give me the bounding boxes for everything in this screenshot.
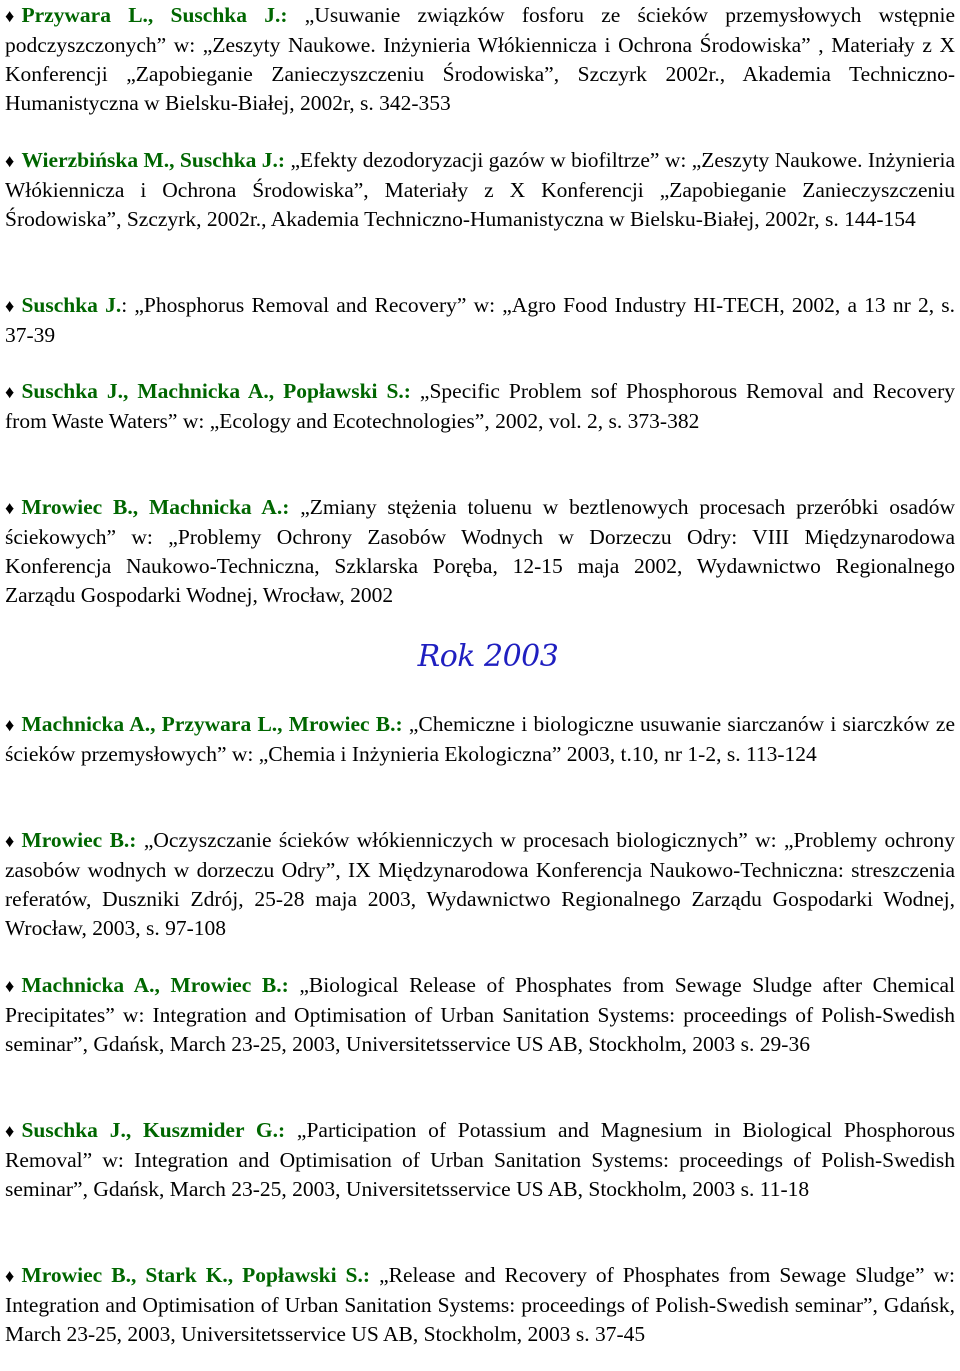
entry-citation: „Biological Release of Phosphates from Sewage Sludge after Chemical Precipitates” w: Integration and Optimisation of Urban Sanitation Systems: proceedings of Polish-Swedish seminar”, Gdańsk, March 23-25, 2003, Universitetsservice US AB, Stockholm, 2003 s. 29-36: [5, 973, 955, 1056]
diamond-bullet-icon: ♦: [5, 976, 15, 996]
bibliography-entry: [5, 493, 955, 610]
entry-authors: Machnicka A., Mrowiec B.:: [21, 973, 289, 997]
bibliography-entry: [5, 826, 955, 943]
entry-authors: Suschka J., Kuszmider G.:: [21, 1118, 286, 1142]
bibliography-entry: [5, 291, 955, 350]
bibliography-entry: [5, 710, 955, 769]
diamond-bullet-icon: ♦: [5, 151, 15, 171]
bibliography-entry: [5, 146, 955, 234]
entry-citation: „Oczyszczanie ścieków włókienniczych w procesach biologicznych” w: „Problemy ochrony zasobów wodnych w dorzeczu Odry”, IX Międzynarodowa Konferencja Naukowo-Techniczna: streszczenia referatów, Duszniki Zdrój, 25-28 maja 2003, Wydawnictwo Regionalnego Zarządu Gospodarki Wodnej, Wrocław, 2003, s. 97-108: [5, 828, 955, 940]
bibliography-entry: [5, 1116, 955, 1204]
bibliography-entry: [5, 1261, 955, 1349]
bibliography-entry: [5, 971, 955, 1059]
diamond-bullet-icon: ♦: [5, 715, 15, 735]
diamond-bullet-icon: ♦: [5, 382, 15, 402]
entry-citation: „Chemiczne i biologiczne usuwanie siarczanów i siarczków ze ścieków przemysłowych” w: „Chemia i Inżynieria Ekologiczna” 2003, t.10, nr 1-2, s. 113-124: [5, 712, 955, 766]
diamond-bullet-icon: ♦: [5, 1266, 15, 1286]
diamond-bullet-icon: ♦: [5, 1121, 15, 1141]
entry-authors: Mrowiec B., Stark K., Popławski S.:: [21, 1263, 371, 1287]
diamond-bullet-icon: ♦: [5, 831, 15, 851]
entry-citation: „Efekty dezodoryzacji gazów w biofiltrze” w: „Zeszyty Naukowe. Inżynieria Włókiennicza i Ochrona Środowiska”, Materiały z X Konferencji „Zapobieganie Zanieczyszczeniu Środowiska”, Szczyrk, 2002r., Akademia Techniczno-Humanistyczna w Bielsku-Białej, 2002r, s. 144-154: [5, 148, 955, 231]
entry-citation: „Zmiany stężenia toluenu w beztlenowych procesach przeróbki osadów ściekowych” w: „Problemy Ochrony Zasobów Wodnych w Dorzeczu Odry: VIII Międzynarodowa Konferencja Naukowo-Techniczna, Szklarska Poręba, 12-15 maja 2002, Wydawnictwo Regionalnego Zarządu Gospodarki Wodnej, Wrocław, 2002: [5, 495, 955, 607]
entry-citation: „Usuwanie związków fosforu ze ścieków przemysłowych wstępnie podczyszczonych” w: „Zeszyty Naukowe. Inżynieria Włókiennicza i Ochrona Środowiska” , Materiały z X Konferencji „Zapobieganie Zanieczyszczeniu Środowiska”, Szczyrk 2002r., Akademia Techniczno-Humanistyczna w Bielsku-Białej, 2002r, s. 342-353: [5, 3, 955, 115]
diamond-bullet-icon: ♦: [5, 498, 15, 518]
entry-authors: Mrowiec B.:: [21, 828, 137, 852]
entry-authors: Suschka J.: [21, 293, 122, 317]
entry-citation: „Specific Problem sof Phosphorous Removal and Recovery from Waste Waters” w: „Ecology and Ecotechnologies”, 2002, vol. 2, s. 373-382: [5, 379, 956, 433]
entry-citation: : „Phosphorus Removal and Recovery” w: „Agro Food Industry HI-TECH, 2002, a 13 nr 2, s. 37-39: [5, 293, 955, 347]
bibliography-entry: [5, 1, 955, 118]
entry-authors: Suschka J., Machnicka A., Popławski S.:: [21, 379, 411, 403]
diamond-bullet-icon: ♦: [5, 296, 15, 316]
entry-authors: Wierzbińska M., Suschka J.:: [21, 148, 286, 172]
diamond-bullet-icon: ♦: [5, 6, 15, 26]
entry-authors: Mrowiec B., Machnicka A.:: [21, 495, 290, 519]
bibliography-entry: [5, 377, 955, 436]
entry-citation: „Release and Recovery of Phosphates from Sewage Sludge” w: Integration and Optimisation of Urban Sanitation Systems: proceedings of Polish-Swedish seminar”, Gdańsk, March 23-25, 2003, Universitetsservice US AB, Stockholm, 2003 s. 37-45: [5, 1263, 955, 1346]
entry-citation: „Participation of Potassium and Magnesium in Biological Phosphorous Removal” w: Integration and Optimisation of Urban Sanitation Systems: proceedings of Polish-Swedish seminar”, Gdańsk, March 23-25, 2003, Universitetsservice US AB, Stockholm, 2003 s. 11-18: [5, 1118, 956, 1201]
year-heading: Rok 2003: [417, 639, 559, 674]
entry-authors: Machnicka A., Przywara L., Mrowiec B.:: [21, 712, 403, 736]
entry-authors: Przywara L., Suschka J.:: [21, 3, 288, 27]
